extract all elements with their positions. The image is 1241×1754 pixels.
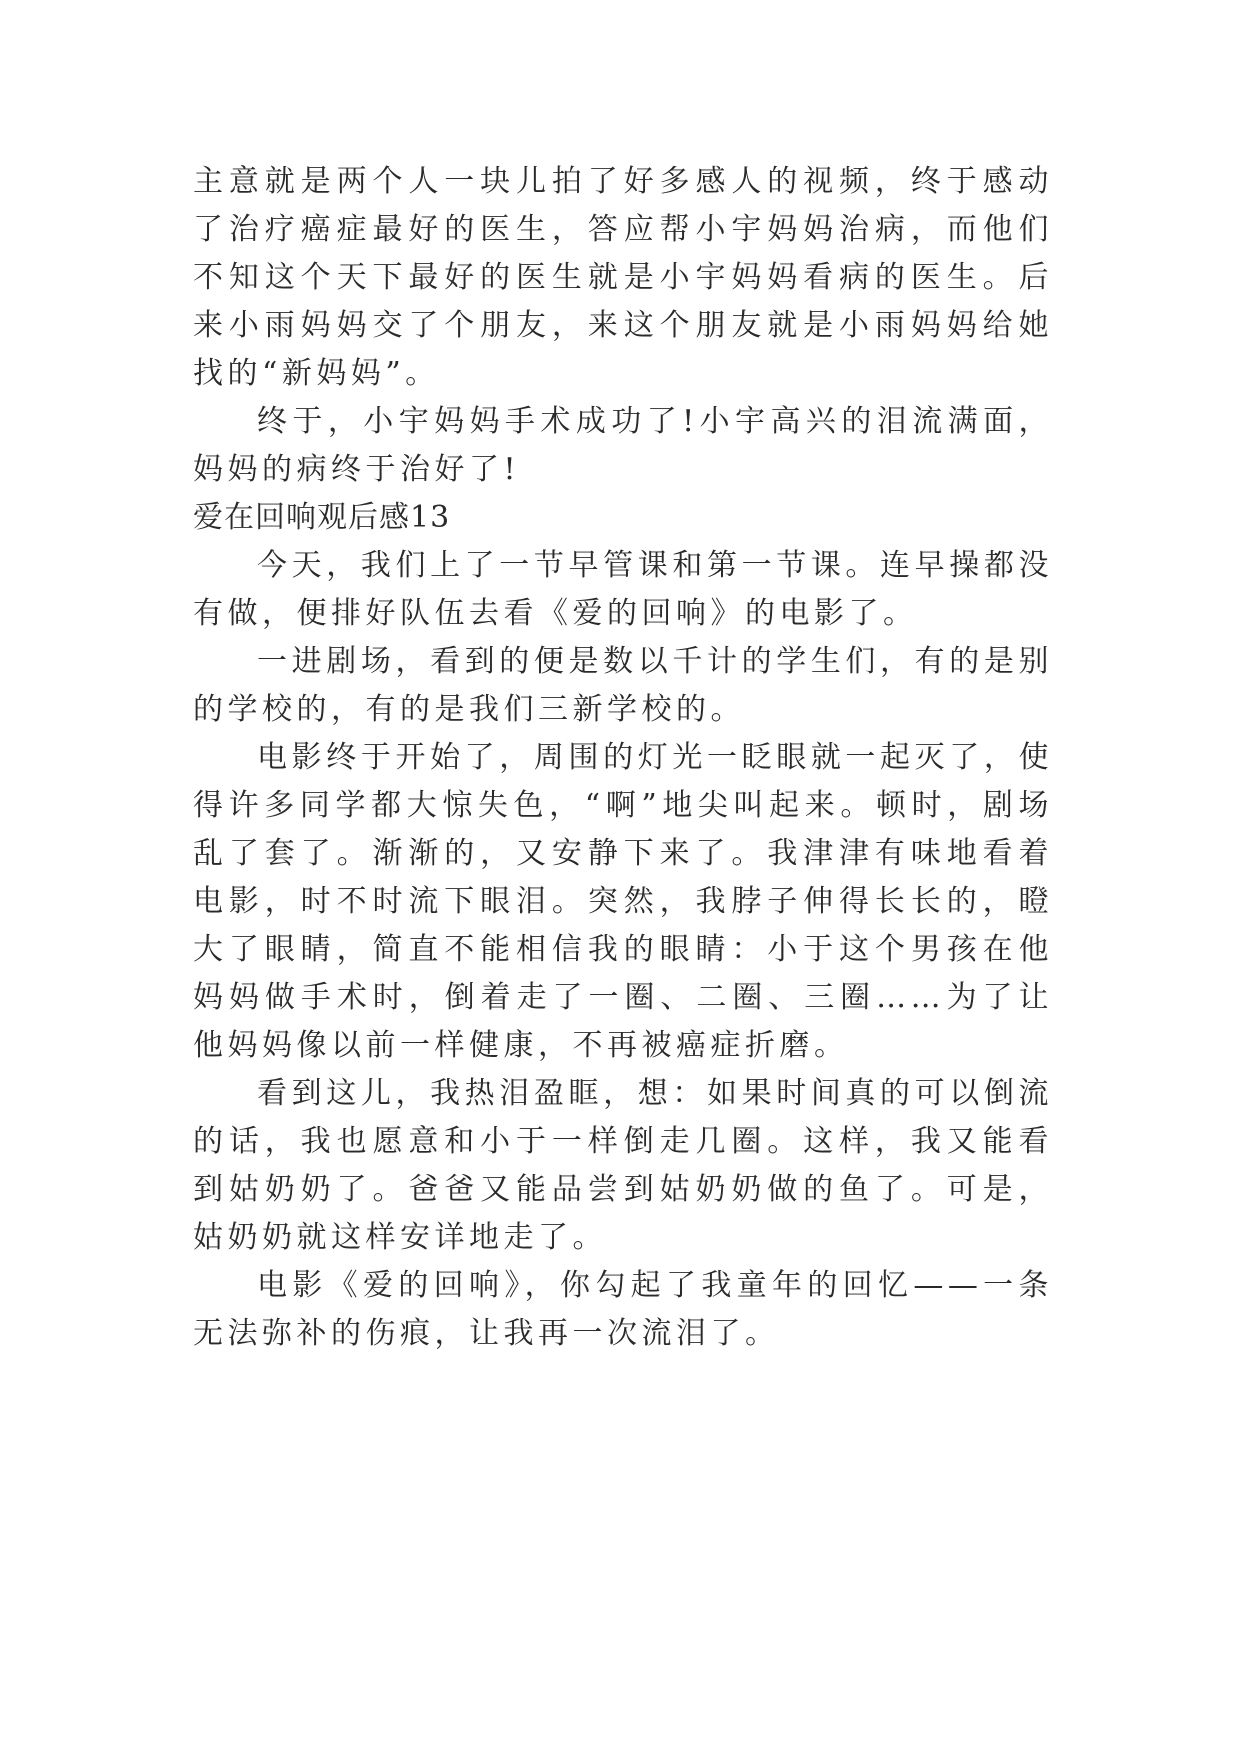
paragraph-theater: 一进剧场，看到的便是数以千计的学生们，有的是别的学校的，有的是我们三新学校的。	[193, 644, 1053, 727]
paragraph-today: 今天，我们上了一节早管课和第一节课。连早操都没有做，便排好队伍去看《爱的回响》的电影了。	[193, 548, 1053, 631]
paragraph-surgery-success: 终于，小宇妈妈手术成功了!小宇高兴的泪流满面，妈妈的病终于治好了!	[193, 404, 1053, 487]
paragraph-continued: 主意就是两个人一块儿拍了好多感人的视频，终于感动了治疗癌症最好的医生，答应帮小宇妈妈治病，而他们不知这个天下最好的医生就是小宇妈妈看病的医生。后来小雨妈妈交了个朋友，来这个朋友就是小雨妈妈给她找的“新妈妈”。	[193, 164, 1053, 391]
paragraph-movie-start: 电影终于开始了，周围的灯光一眨眼就一起灭了，使得许多同学都大惊失色，“啊”地尖叫起来。顿时，剧场乱了套了。渐渐的，又安静下来了。我津津有味地看着电影，时不时流下眼泪。突然，我脖子伸得长长的，瞪大了眼睛，简直不能相信我的眼睛：小于这个男孩在他妈妈做手术时，倒着走了一圈、二圈、三圈……为了让他妈妈像以前一样健康，不再被癌症折磨。	[193, 740, 1053, 1063]
paragraph-reflection: 看到这儿，我热泪盈眶，想：如果时间真的可以倒流的话，我也愿意和小于一样倒走几圈。这样，我又能看到姑奶奶了。爸爸又能品尝到姑奶奶做的鱼了。可是，姑奶奶就这样安详地走了。	[193, 1076, 1053, 1255]
section-title: 爱在回响观后感13	[193, 500, 451, 535]
paragraph-conclusion: 电影《爱的回响》，你勾起了我童年的回忆——一条无法弥补的伤痕，让我再一次流泪了。	[193, 1268, 1053, 1351]
document-body	[193, 158, 1053, 1358]
